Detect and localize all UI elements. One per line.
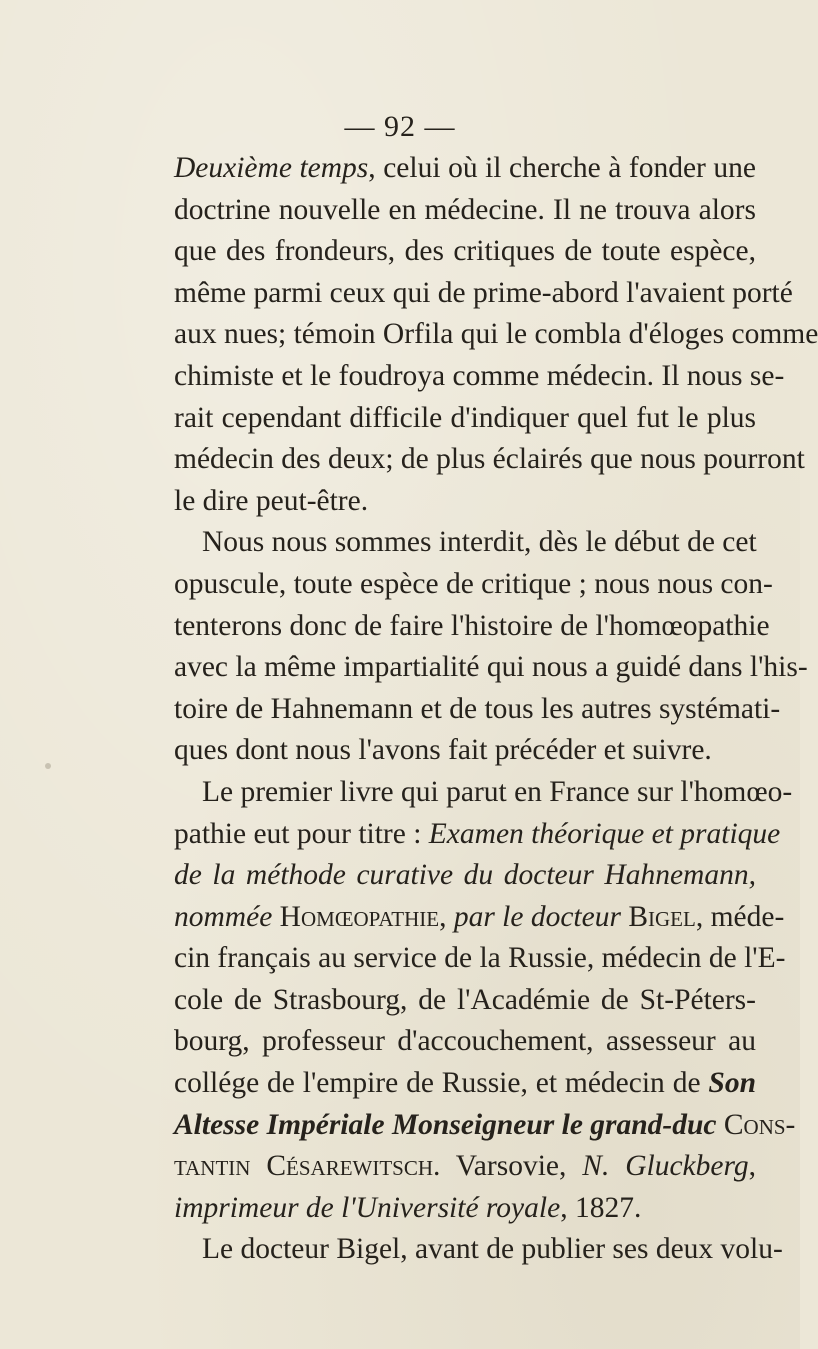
text-line xyxy=(174,564,773,606)
text-segment: Deuxième temps xyxy=(174,152,369,184)
text-segment: aux nues; témoin Orfila qui le combla d'éloges comme xyxy=(174,318,818,351)
text-segment: N. Gluckberg xyxy=(582,1150,749,1183)
text-line xyxy=(174,273,793,315)
text-segment: Nous nous sommes interdit, dès le début de cet xyxy=(202,526,757,559)
text-line xyxy=(174,980,756,1022)
text-segment: , méde- xyxy=(695,900,785,933)
text-line xyxy=(174,689,781,731)
text-segment: même parmi ceux qui de prime-abord l'avaient porté xyxy=(174,276,793,309)
text-line xyxy=(174,314,818,356)
text-line xyxy=(174,730,756,772)
text-segment: Son xyxy=(708,1067,756,1100)
text-line xyxy=(174,1105,796,1147)
text-line xyxy=(174,1188,756,1230)
page-number: — 92 — xyxy=(344,110,456,143)
text-line xyxy=(174,231,756,273)
text-line xyxy=(174,772,793,814)
text-segment: tenterons donc de faire l'histoire de l'homœopathie xyxy=(174,609,770,642)
text-segment: cin français au service de la Russie, médecin de l'E- xyxy=(174,942,786,975)
paper-stain xyxy=(45,763,51,769)
text-line xyxy=(174,1063,756,1105)
text-segment: ques dont nous l'avons fait précéder et suivre. xyxy=(174,734,712,767)
text-line xyxy=(174,356,785,398)
text-segment: Le premier livre qui parut en France sur l'homœo- xyxy=(202,775,793,808)
text-segment: . Varsovie, xyxy=(433,1150,583,1183)
text-line xyxy=(174,814,781,856)
text-segment: opuscule, toute espèce de critique ; nous nous con- xyxy=(174,567,773,600)
text-line xyxy=(174,938,786,980)
text-line xyxy=(174,647,808,689)
text-segment: que des frondeurs, des critiques de toute espèce, xyxy=(174,235,756,268)
text-segment: Examen théorique et pratique xyxy=(428,817,781,850)
text-segment: imprimeur de l'Université royale xyxy=(174,1191,561,1224)
text-line xyxy=(174,1021,756,1063)
text-segment: par le docteur xyxy=(453,900,629,933)
text-segment: tantin Césarewitsch xyxy=(174,1150,434,1183)
text-segment: médecin des deux; de plus éclairés que nous pourront xyxy=(174,443,805,476)
text-segment: pathie eut pour titre : xyxy=(174,817,429,850)
text-segment: de la méthode curative du docteur Hahnemann, xyxy=(174,859,756,892)
text-line xyxy=(174,148,756,190)
text-segment: avec la même impartialité qui nous a guidé dans l'his- xyxy=(174,651,808,684)
text-line xyxy=(174,439,805,481)
text-line xyxy=(174,1146,756,1188)
text-segment: nommée xyxy=(174,900,280,933)
text-segment: doctrine nouvelle en médecine. Il ne trouva alors xyxy=(174,193,756,226)
text-line xyxy=(174,897,785,939)
text-segment: le dire peut-être. xyxy=(174,484,369,517)
text-segment: Homœopathie xyxy=(279,900,440,933)
text-segment: Altesse Impériale Monseigneur le grand-duc xyxy=(174,1108,724,1141)
text-line xyxy=(174,855,756,897)
text-line xyxy=(174,1229,783,1271)
body-text xyxy=(174,148,818,1271)
text-line xyxy=(174,190,756,232)
text-segment: Cons- xyxy=(723,1108,796,1141)
text-segment: cole de Strasbourg, de l'Académie de St-Péters- xyxy=(174,983,756,1016)
text-line xyxy=(174,481,756,523)
text-segment: Bigel xyxy=(628,900,696,933)
text-line xyxy=(174,606,770,648)
text-segment: , xyxy=(439,900,454,933)
text-segment: Le docteur Bigel, avant de publier ses deux volu- xyxy=(202,1233,783,1266)
text-line xyxy=(174,522,756,564)
text-segment: rait cependant difficile d'indiquer quel fut le plus xyxy=(174,401,756,434)
text-segment: , 1827. xyxy=(560,1191,642,1224)
text-line xyxy=(174,398,756,440)
text-segment: , xyxy=(748,1150,756,1183)
text-segment: collége de l'empire de Russie, et médecin de xyxy=(174,1067,709,1100)
text-segment: toire de Hahnemann et de tous les autres systémati- xyxy=(174,692,781,725)
text-segment: chimiste et le foudroya comme médecin. Il nous se- xyxy=(174,359,785,392)
text-segment: , celui où il cherche à fonder une xyxy=(368,152,756,184)
text-segment: bourg, professeur d'accouchement, assesseur au xyxy=(174,1025,756,1058)
